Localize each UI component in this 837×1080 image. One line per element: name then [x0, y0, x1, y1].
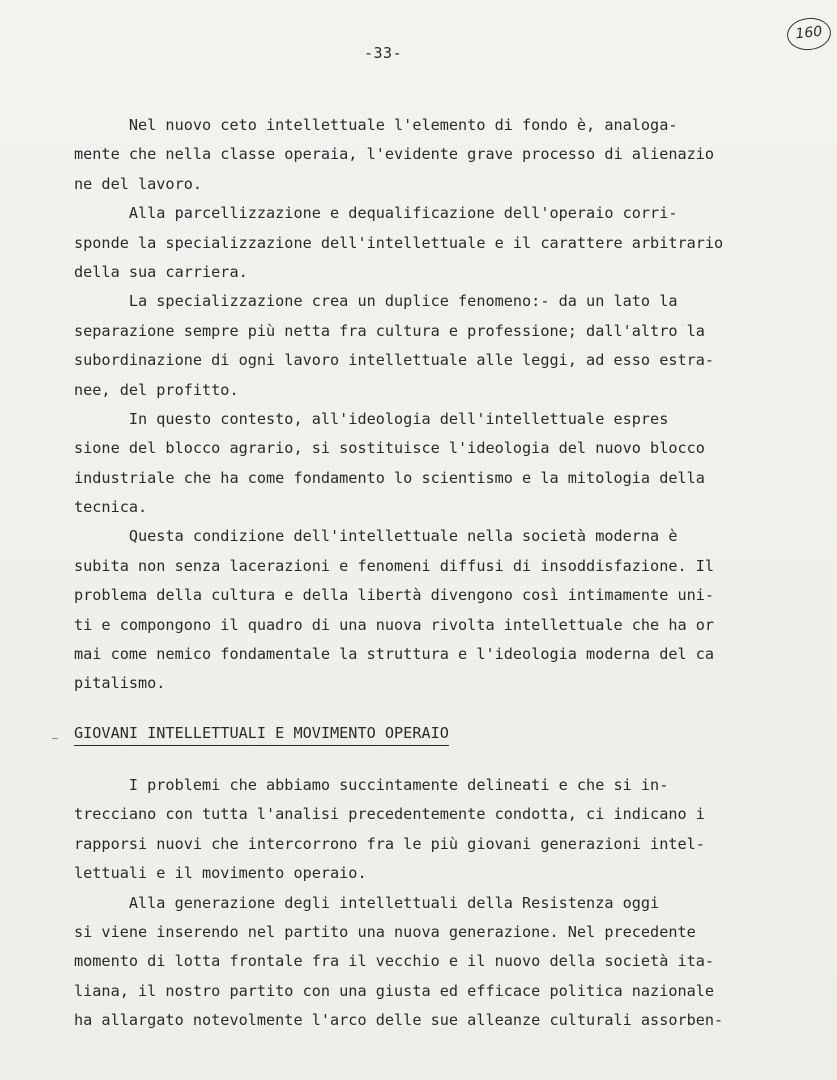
text-line: subordinazione di ogni lavoro intellettuale alle leggi, ad esso estra-: [74, 351, 715, 370]
text-line: Alla generazione degli intellettuali della Resistenza oggi: [74, 893, 660, 912]
text-line: rapporsi nuovi che intercorrono fra le più giovani generazioni intel-: [74, 834, 705, 853]
text-line: sponde la specializzazione dell'intellettuale e il carattere arbitrario: [74, 233, 724, 252]
margin-mark: [52, 738, 58, 739]
text-line: ti e compongono il quadro di una nuova rivolta intellettuale che ha or: [74, 615, 715, 634]
text-line: In questo contesto, all'ideologia dell'intellettuale espres: [74, 409, 669, 428]
archive-watermark: [0, 1000, 188, 1080]
text-line: mai come nemico fondamentale la struttura e l'ideologia moderna del ca: [74, 645, 715, 664]
text-line: La specializzazione crea un duplice fenomeno:- da un lato la: [74, 292, 678, 311]
text-line: pitalismo.: [74, 674, 166, 693]
text-line: problema della cultura e della libertà divengono così intimamente uni-: [74, 586, 715, 605]
section-heading: GIOVANI INTELLETTUALI E MOVIMENTO OPERAIO: [74, 722, 449, 746]
text-line: mente che nella classe operaia, l'evidente grave processo di alienazio: [74, 145, 715, 164]
text-line: nee, del profitto.: [74, 380, 239, 399]
text-line: ha allargato notevolmente l'arco delle sue alleanze culturali assorben-: [74, 1011, 724, 1030]
body-text-upper: [74, 111, 774, 699]
page-number: -33-: [364, 44, 403, 62]
text-line: momento di lotta frontale fra il vecchio e il nuovo della società ita-: [74, 952, 715, 971]
text-line: Nel nuovo ceto intellettuale l'elemento di fondo è, analoga-: [74, 116, 678, 134]
text-line: sione del blocco agrario, si sostituisce l'ideologia del nuovo blocco: [74, 439, 705, 458]
text-line: Questa condizione dell'intellettuale nella società moderna è: [74, 527, 678, 546]
text-line: subita non senza lacerazioni e fenomeni diffusi di insoddisfazione. Il: [74, 556, 715, 575]
text-line: Alla parcellizzazione e dequalificazione dell'operaio corri-: [74, 204, 678, 223]
text-line: liana, il nostro partito con una giusta ed efficace politica nazionale: [74, 981, 715, 1000]
text-line: trecciano con tutta l'analisi precedentemente condotta, ci indicano i: [74, 805, 705, 824]
archive-stamp: 160: [785, 16, 832, 52]
text-line: industriale che ha come fondamento lo scientismo e la mitologia della: [74, 468, 705, 487]
text-line: della sua carriera.: [74, 262, 248, 281]
text-line: ne del lavoro.: [74, 174, 203, 193]
body-text-lower: [74, 771, 774, 1036]
text-line: si viene inserendo nel partito una nuova generazione. Nel precedente: [74, 922, 696, 941]
section-heading-block: [74, 722, 449, 746]
text-line: lettuali e il movimento operaio.: [74, 864, 367, 883]
text-line: separazione sempre più netta fra cultura e professione; dall'altro la: [74, 321, 705, 340]
text-line: tecnica.: [74, 498, 148, 517]
text-line: I problemi che abbiamo succintamente delineati e che si in-: [74, 776, 669, 794]
